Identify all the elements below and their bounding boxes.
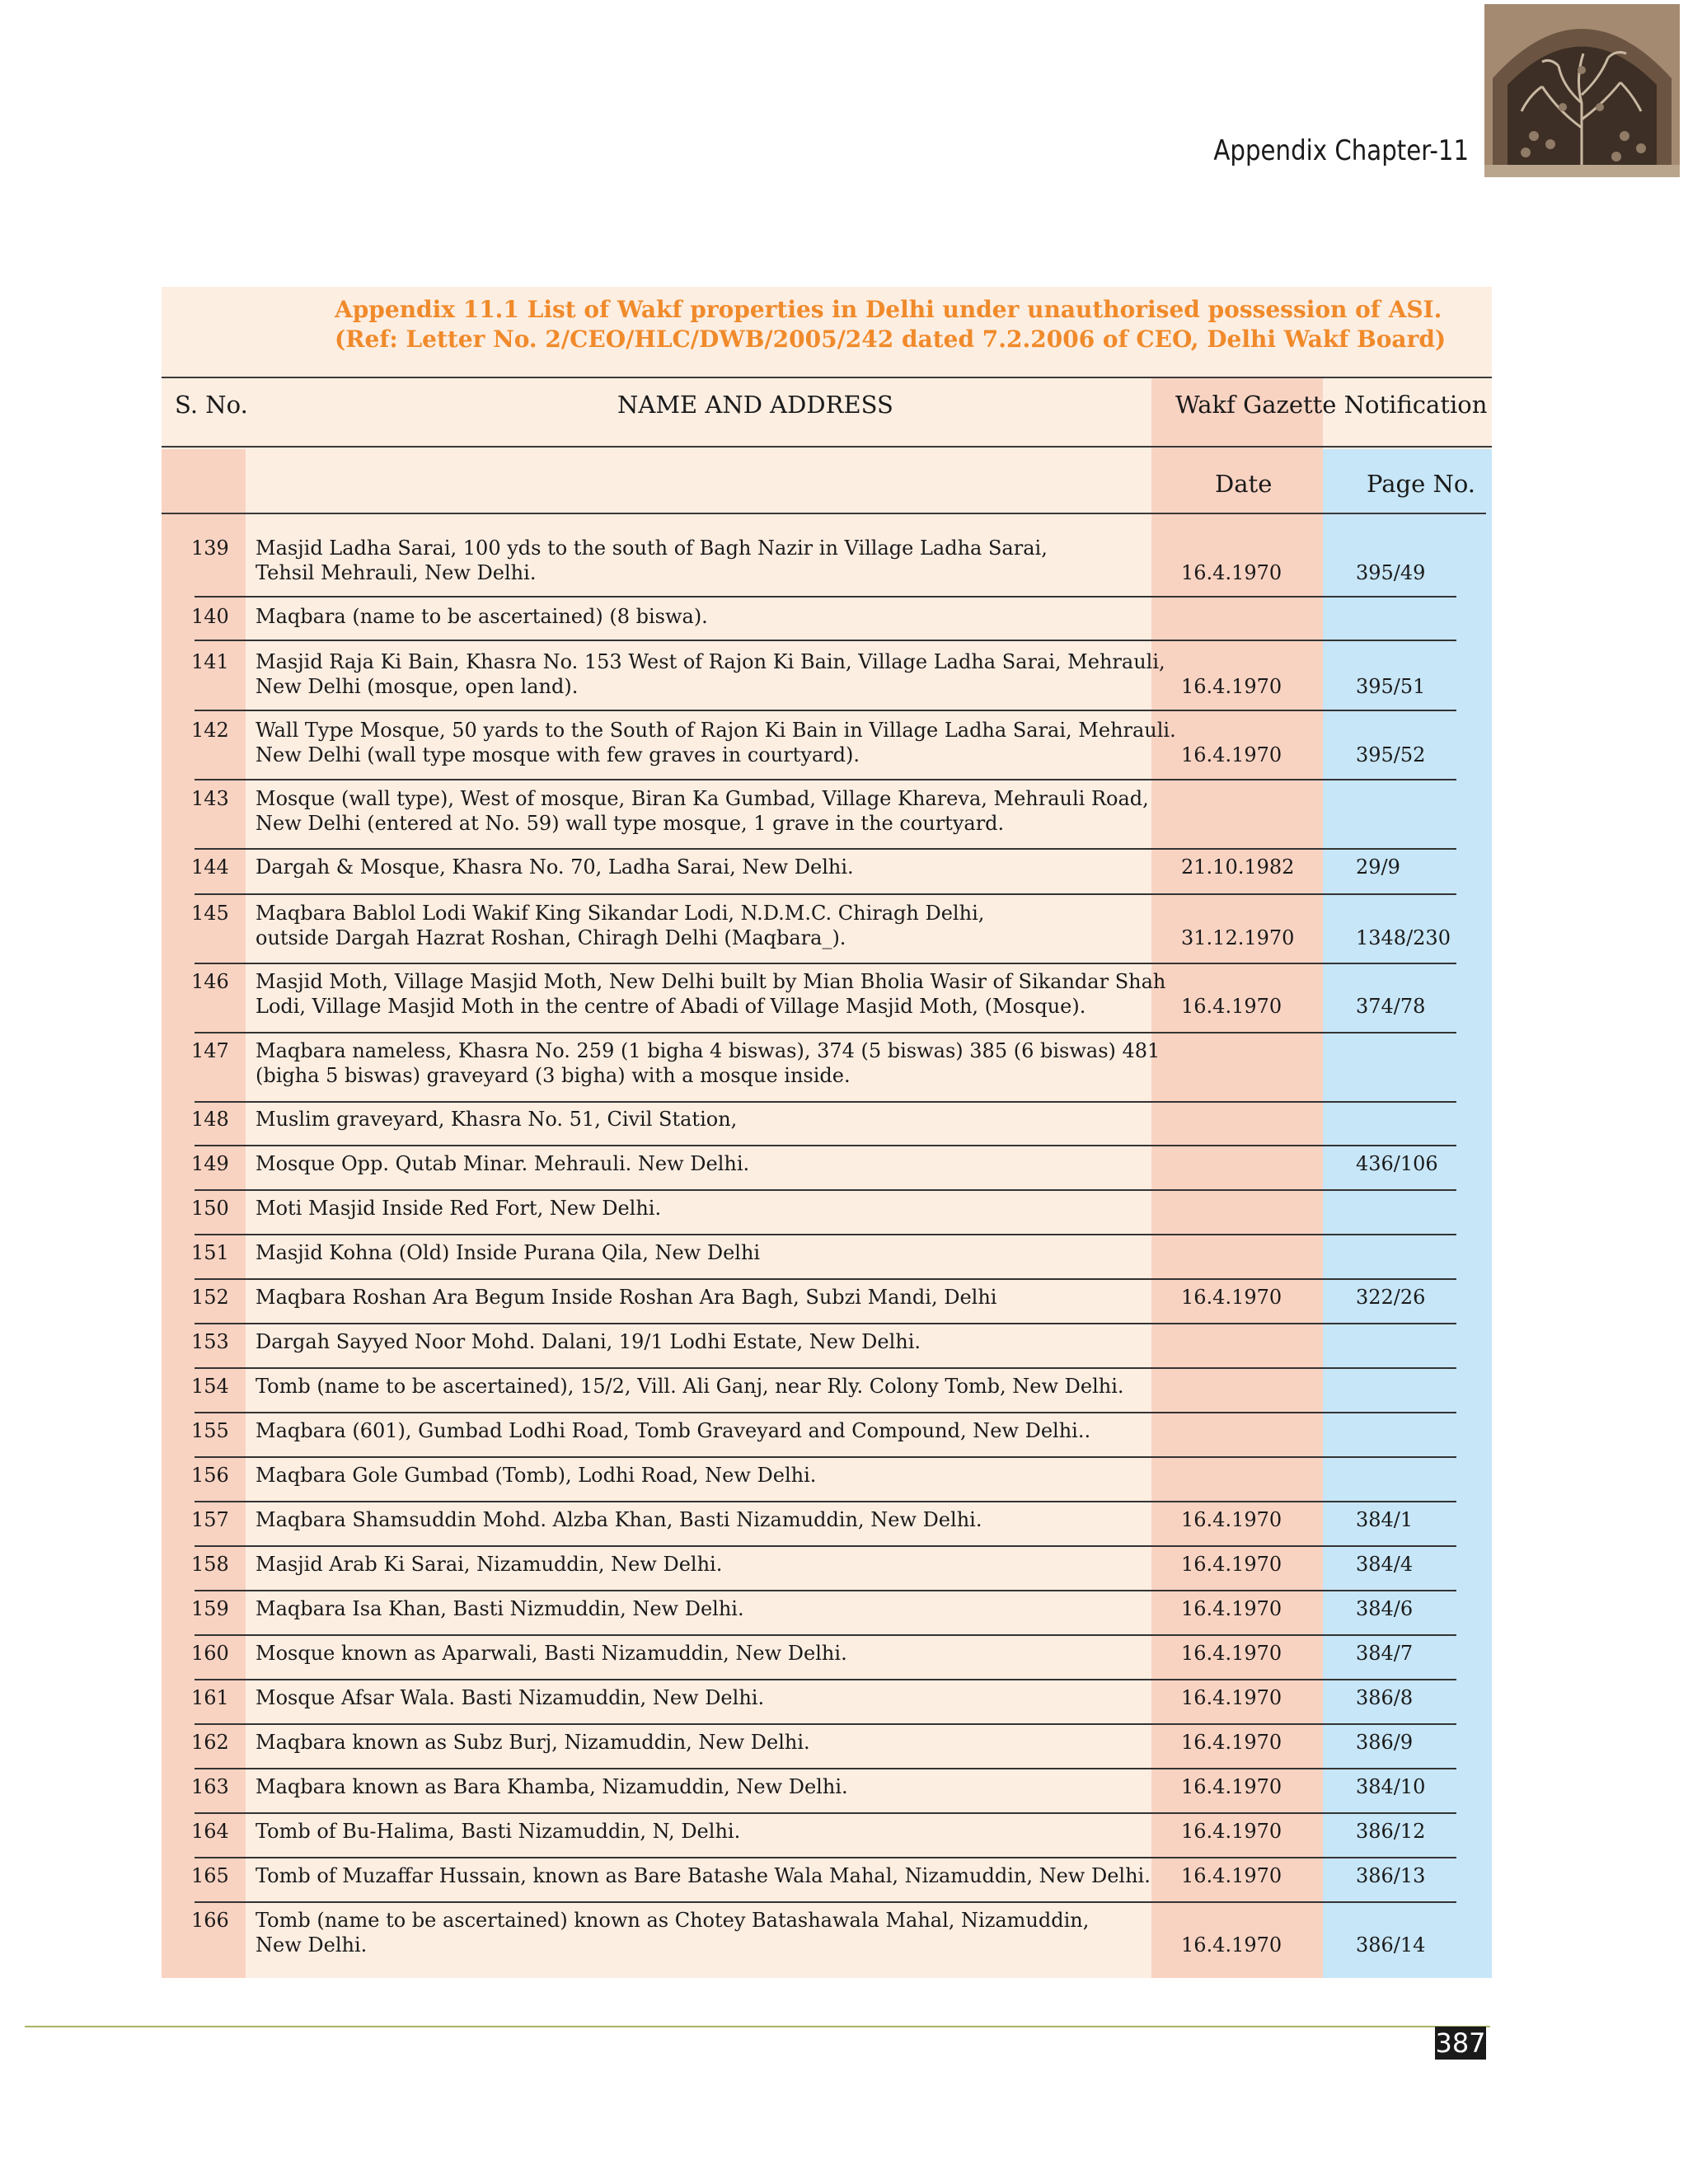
row-sno: 147 [191, 1039, 229, 1062]
row-name-line: Mosque (wall type), West of mosque, Biran Ka Gumbad, Village Khareva, Mehrauli Road, [256, 787, 1149, 810]
row-name-line: outside Dargah Hazrat Roshan, Chiragh Delhi (Maqbara_). [256, 926, 846, 949]
row-name-line: (bigha 5 biswas) graveyard (3 bigha) with a mosque inside. [256, 1064, 851, 1087]
row-date: 16.4.1970 [1181, 1775, 1282, 1798]
row-sno: 156 [191, 1464, 229, 1487]
row-page-no: 384/6 [1356, 1597, 1414, 1620]
decorative-lattice-photo [1484, 4, 1680, 177]
header-mid-rule [162, 446, 1492, 448]
row-date: 21.10.1982 [1181, 855, 1295, 879]
row-divider [195, 1412, 1456, 1413]
row-name-line: Mosque Opp. Qutab Minar. Mehrauli. New Delhi. [256, 1152, 750, 1175]
row-name-line: Maqbara Isa Khan, Basti Nizmuddin, New Delhi. [256, 1597, 744, 1620]
row-divider [195, 1812, 1456, 1814]
gazette-header: Wakf Gazette Notification [1175, 391, 1488, 419]
row-sno: 153 [191, 1330, 229, 1353]
row-sno: 163 [191, 1775, 229, 1798]
row-name-line: Mosque known as Aparwali, Basti Nizamuddin, New Delhi. [256, 1642, 847, 1665]
row-name-line: Masjid Kohna (Old) Inside Purana Qila, New Delhi [256, 1241, 761, 1264]
row-sno: 149 [191, 1152, 229, 1175]
row-name-line: Tehsil Mehrauli, New Delhi. [256, 561, 537, 584]
sno-header: S. No. [175, 391, 248, 419]
row-sno: 162 [191, 1731, 229, 1754]
row-date: 16.4.1970 [1181, 1553, 1282, 1576]
row-sno: 160 [191, 1642, 229, 1665]
row-divider [195, 1456, 1456, 1458]
row-divider [195, 1590, 1456, 1591]
row-sno: 155 [191, 1419, 229, 1442]
date-header: Date [1215, 470, 1273, 498]
chapter-label: Appendix Chapter-11 [1213, 134, 1469, 167]
row-name-line: Maqbara Roshan Ara Begum Inside Roshan Ara Bagh, Subzi Mandi, Delhi [256, 1286, 997, 1309]
row-name-line: Maqbara Bablol Lodi Wakif King Sikandar Lodi, N.D.M.C. Chiragh Delhi, [256, 902, 985, 925]
row-sno: 166 [191, 1909, 229, 1932]
row-sno: 150 [191, 1197, 229, 1220]
row-divider [195, 1723, 1456, 1725]
row-sno: 161 [191, 1686, 229, 1709]
row-divider [195, 963, 1456, 964]
row-sno: 142 [191, 719, 229, 742]
row-sno: 157 [191, 1508, 229, 1531]
row-page-no: 386/9 [1356, 1731, 1414, 1754]
row-divider [195, 1234, 1456, 1235]
row-sno: 154 [191, 1375, 229, 1398]
row-divider [195, 640, 1456, 641]
row-page-no: 384/1 [1356, 1508, 1414, 1531]
row-date: 16.4.1970 [1181, 1597, 1282, 1620]
row-name-line: New Delhi (entered at No. 59) wall type mosque, 1 grave in the courtyard. [256, 812, 1005, 835]
row-date: 16.4.1970 [1181, 1820, 1282, 1843]
name-header: NAME AND ADDRESS [617, 391, 893, 419]
row-name-line: Maqbara known as Subz Burj, Nizamuddin, New Delhi. [256, 1731, 810, 1754]
row-date: 16.4.1970 [1181, 1686, 1282, 1709]
row-sno: 146 [191, 970, 229, 993]
page-number: 387 [1435, 2027, 1486, 2059]
row-name-line: Mosque Afsar Wala. Basti Nizamuddin, New Delhi. [256, 1686, 765, 1709]
row-sno: 148 [191, 1108, 229, 1131]
row-page-no: 436/106 [1356, 1152, 1438, 1175]
row-sno: 139 [191, 537, 229, 560]
row-name-line: Maqbara known as Bara Khamba, Nizamuddin, New Delhi. [256, 1775, 848, 1798]
row-date: 16.4.1970 [1181, 1933, 1282, 1957]
row-date: 16.4.1970 [1181, 561, 1282, 584]
page-header: Page No. [1367, 470, 1475, 498]
row-divider [195, 1032, 1456, 1033]
row-page-no: 384/4 [1356, 1553, 1414, 1576]
row-divider [195, 710, 1456, 711]
row-page-no: 384/10 [1356, 1775, 1426, 1798]
row-date: 16.4.1970 [1181, 995, 1282, 1018]
row-divider [195, 1189, 1456, 1191]
header-bottom-rule [162, 513, 1486, 514]
table-title-line1: Appendix 11.1 List of Wakf properties in Delhi under unauthorised possession of ASI. [335, 296, 1442, 323]
row-sno: 152 [191, 1286, 229, 1309]
row-divider [195, 1101, 1456, 1103]
row-divider [195, 779, 1456, 780]
row-divider [195, 596, 1456, 598]
row-divider [195, 1145, 1456, 1146]
row-date: 16.4.1970 [1181, 1731, 1282, 1754]
row-page-no: 395/49 [1356, 561, 1426, 584]
row-sno: 159 [191, 1597, 229, 1620]
row-name-line: Wall Type Mosque, 50 yards to the South of Rajon Ki Bain in Village Ladha Sarai, Mehrauli. [256, 719, 1176, 742]
row-page-no: 386/8 [1356, 1686, 1414, 1709]
row-date: 16.4.1970 [1181, 675, 1282, 698]
row-divider [195, 848, 1456, 850]
header-top-rule [162, 377, 1492, 378]
row-sno: 143 [191, 787, 229, 810]
row-name-line: New Delhi. [256, 1933, 368, 1957]
row-divider [195, 893, 1456, 895]
row-divider [195, 1768, 1456, 1769]
row-divider [195, 1278, 1456, 1280]
row-name-line: Masjid Arab Ki Sarai, Nizamuddin, New Delhi. [256, 1553, 723, 1576]
row-date: 16.4.1970 [1181, 1508, 1282, 1531]
row-name-line: Dargah Sayyed Noor Mohd. Dalani, 19/1 Lodhi Estate, New Delhi. [256, 1330, 921, 1353]
row-date: 16.4.1970 [1181, 1642, 1282, 1665]
table-title-line2: (Ref: Letter No. 2/CEO/HLC/DWB/2005/242 dated 7.2.2006 of CEO, Delhi Wakf Board) [335, 326, 1447, 353]
row-page-no: 395/52 [1356, 743, 1426, 766]
row-sno: 144 [191, 855, 229, 879]
row-page-no: 29/9 [1356, 855, 1400, 879]
row-sno: 141 [191, 650, 229, 673]
table-title [335, 295, 1446, 354]
row-name-line: Masjid Ladha Sarai, 100 yds to the south of Bagh Nazir in Village Ladha Sarai, [256, 537, 1048, 560]
row-divider [195, 1857, 1456, 1858]
row-sno: 164 [191, 1820, 229, 1843]
row-name-line: Muslim graveyard, Khasra No. 51, Civil Station, [256, 1108, 738, 1131]
row-name-line: New Delhi (wall type mosque with few graves in courtyard). [256, 743, 860, 766]
row-name-line: Maqbara nameless, Khasra No. 259 (1 bigha 4 biswas), 374 (5 biswas) 385 (6 biswas) 481 [256, 1039, 1160, 1062]
row-page-no: 322/26 [1356, 1286, 1426, 1309]
row-name-line: Maqbara Shamsuddin Mohd. Alzba Khan, Basti Nizamuddin, New Delhi. [256, 1508, 982, 1531]
row-name-line: Moti Masjid Inside Red Fort, New Delhi. [256, 1197, 662, 1220]
row-divider [195, 1323, 1456, 1324]
row-name-line: Tomb of Muzaffar Hussain, known as Bare Batashe Wala Mahal, Nizamuddin, New Delhi. [256, 1864, 1151, 1887]
row-divider [195, 1501, 1456, 1502]
row-page-no: 374/78 [1356, 995, 1426, 1018]
row-divider [195, 1634, 1456, 1636]
row-date: 16.4.1970 [1181, 1864, 1282, 1887]
footer-rule [25, 2026, 1490, 2027]
row-page-no: 395/51 [1356, 675, 1426, 698]
row-sno: 145 [191, 902, 229, 925]
row-name-line: Maqbara Gole Gumbad (Tomb), Lodhi Road, New Delhi. [256, 1464, 817, 1487]
row-divider [195, 1545, 1456, 1547]
row-sno: 165 [191, 1864, 229, 1887]
row-page-no: 386/12 [1356, 1820, 1426, 1843]
row-name-line: Maqbara (name to be ascertained) (8 biswa). [256, 605, 708, 628]
row-divider [195, 1679, 1456, 1680]
row-page-no: 386/13 [1356, 1864, 1426, 1887]
row-name-line: Tomb (name to be ascertained) known as Chotey Batashawala Mahal, Nizamuddin, [256, 1909, 1090, 1932]
row-sno: 151 [191, 1241, 229, 1264]
row-date: 16.4.1970 [1181, 1286, 1282, 1309]
row-page-no: 384/7 [1356, 1642, 1414, 1665]
row-name-line: New Delhi (mosque, open land). [256, 675, 579, 698]
row-name-line: Tomb of Bu-Halima, Basti Nizamuddin, N, Delhi. [256, 1820, 741, 1843]
row-divider [195, 1901, 1456, 1903]
row-page-no: 386/14 [1356, 1933, 1426, 1957]
row-name-line: Masjid Moth, Village Masjid Moth, New Delhi built by Mian Bholia Wasir of Sikandar Shah [256, 970, 1166, 993]
row-page-no: 1348/230 [1356, 926, 1451, 949]
row-name-line: Lodi, Village Masjid Moth in the centre of Abadi of Village Masjid Moth, (Mosque). [256, 995, 1086, 1018]
row-date: 31.12.1970 [1181, 926, 1295, 949]
row-name-line: Tomb (name to be ascertained), 15/2, Vill. Ali Ganj, near Rly. Colony Tomb, New Delhi. [256, 1375, 1124, 1398]
row-name-line: Masjid Raja Ki Bain, Khasra No. 153 West of Rajon Ki Bain, Village Ladha Sarai, Mehrauli, [256, 650, 1165, 673]
row-sno: 140 [191, 605, 229, 628]
row-divider [195, 1367, 1456, 1369]
row-name-line: Dargah & Mosque, Khasra No. 70, Ladha Sarai, New Delhi. [256, 855, 854, 879]
row-name-line: Maqbara (601), Gumbad Lodhi Road, Tomb Graveyard and Compound, New Delhi.. [256, 1419, 1091, 1442]
row-sno: 158 [191, 1553, 229, 1576]
row-date: 16.4.1970 [1181, 743, 1282, 766]
